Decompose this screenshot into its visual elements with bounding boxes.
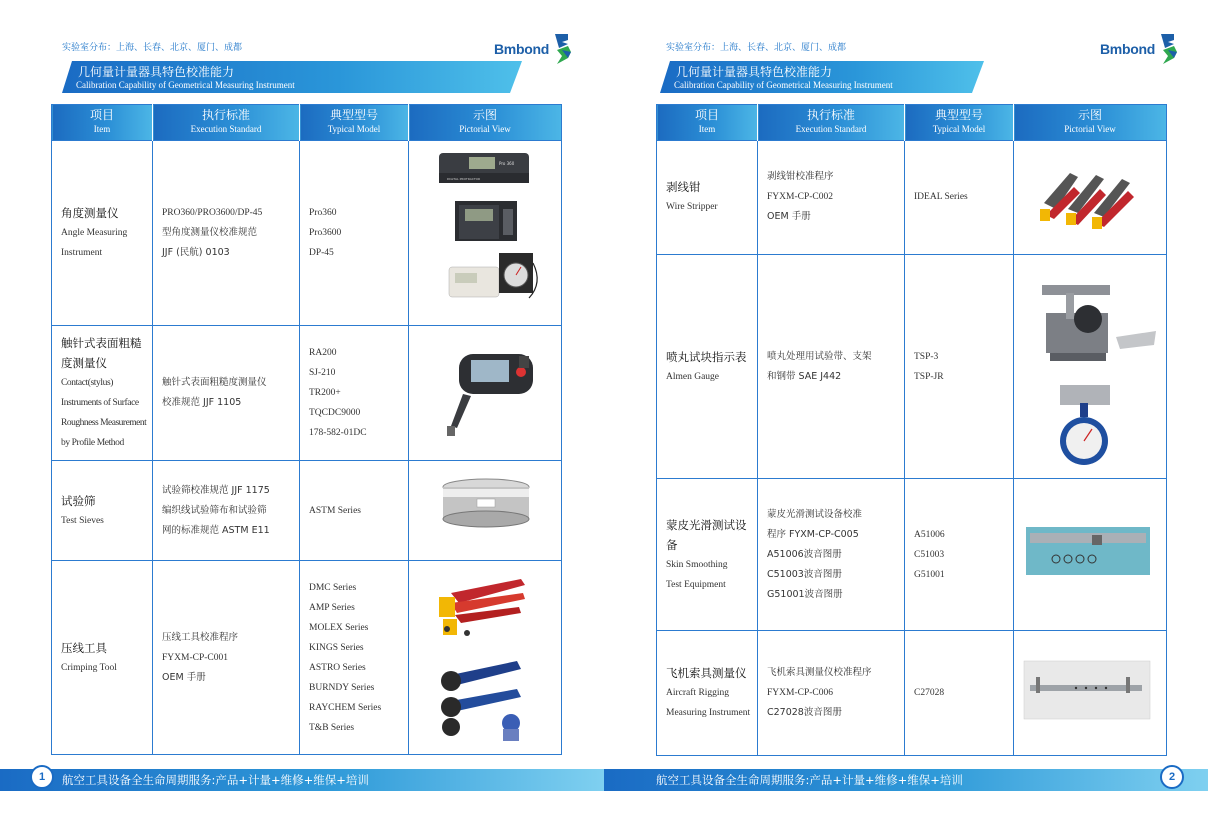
standard-cell: 压线工具校准程序 FYXM-CP-C001 OEM 手册 (153, 561, 300, 755)
table-header-row (657, 105, 1167, 141)
banner-title-zh: 几何量计量器具特色校准能力 (78, 65, 235, 79)
model-cell: TSP-3 TSP-JR (905, 255, 1014, 479)
item-cell: 喷丸试块指示表 Almen Gauge (657, 255, 758, 479)
banner-title-en: Calibration Capability of Geometrical Measuring Instrument (76, 80, 295, 90)
banner-title-en: Calibration Capability of Geometrical Measuring Instrument (674, 80, 893, 90)
picture-cell (1014, 479, 1167, 631)
calibration-table-left (51, 104, 562, 755)
picture-cell (1014, 255, 1167, 479)
almen-gauge-image (1016, 257, 1166, 477)
standard-cell: 喷丸处理用试验带、支架 和钢带 SAE J442 (758, 255, 905, 479)
item-cell: 角度测量仪 Angle Measuring Instrument (52, 141, 153, 326)
model-cell: A51006 C51003 G51001 (905, 479, 1014, 631)
angle-gauge-image (411, 143, 561, 323)
model-cell: C27028 (905, 631, 1014, 756)
footer-slogan: 航空工具设备全生命周期服务:产品+计量+维修+维保+培训 (656, 773, 963, 787)
model-cell: RA200 SJ-210 TR200+ TQCDC9000 178-582-01DC (300, 326, 409, 461)
crimping-tool-image (411, 563, 561, 753)
header-model: 典型型号 Typical Model (905, 105, 1014, 141)
item-cell: 压线工具 Crimping Tool (52, 561, 153, 755)
footer-bar (0, 769, 604, 791)
item-cell: 飞机索具测量仪 Aircraft Rigging Measuring Instrument (657, 631, 758, 756)
wire-stripper-image (1016, 143, 1166, 253)
model-cell: Pro360 Pro3600 DP-45 (300, 141, 409, 326)
footer-slogan: 航空工具设备全生命周期服务:产品+计量+维修+维保+培训 (62, 773, 369, 787)
standard-cell: 剥线钳校准程序 FYXM-CP-C002 OEM 手册 (758, 141, 905, 255)
standard-cell: 飞机索具测量仪校准程序 FYXM-CP-C006 C27028波音图册 (758, 631, 905, 756)
model-cell: ASTM Series (300, 461, 409, 561)
table-row (657, 141, 1167, 255)
brand-logo (1100, 32, 1179, 66)
banner-title-zh: 几何量计量器具特色校准能力 (676, 65, 833, 79)
item-cell: 剥线钳 Wire Stripper (657, 141, 758, 255)
picture-cell (409, 561, 562, 755)
table-row (52, 461, 562, 561)
standard-cell: PRO360/PRO3600/DP-45 型角度测量仪校准规范 JJF (民航) 0103 (153, 141, 300, 326)
header-picture: 示图 Pictorial View (1014, 105, 1167, 141)
item-cell: 蒙皮光滑测试设备 Skin Smoothing Test Equipment (657, 479, 758, 631)
item-cell: 试验筛 Test Sieves (52, 461, 153, 561)
test-sieve-image (411, 463, 561, 559)
header-picture: 示图 Pictorial View (409, 105, 562, 141)
right-page (604, 0, 1208, 826)
header-item: 项目 Item (52, 105, 153, 141)
logo-mark-icon (1159, 32, 1179, 66)
device-label: Pro 360 (499, 161, 515, 166)
table-row (52, 141, 562, 326)
table-row (52, 326, 562, 461)
table-row (657, 479, 1167, 631)
standard-cell: 蒙皮光滑测试设备校准 程序 FYXM-CP-C005 A51006波音图册 C51003波音图册 G51001波音图册 (758, 479, 905, 631)
picture-cell (409, 461, 562, 561)
skin-smoothing-image (1016, 481, 1166, 629)
header-standard: 执行标准 Execution Standard (758, 105, 905, 141)
left-page (0, 0, 604, 826)
logo-mark-icon (553, 32, 573, 66)
page-number: 1 (30, 765, 54, 789)
lab-locations: 实验室分布：上海、长春、北京、厦门、成都 (666, 43, 847, 53)
header-model: 典型型号 Typical Model (300, 105, 409, 141)
table-row (657, 255, 1167, 479)
picture-cell (409, 141, 562, 326)
logo-text: Bmbond (1100, 41, 1155, 57)
lab-locations: 实验室分布：上海、长春、北京、厦门、成都 (62, 43, 243, 53)
device-sublabel: DIGITAL PROTRACTOR (447, 177, 481, 181)
item-cell: 触针式表面粗糙 度测量仪 Contact(stylus) Instruments of Surface Roughness Measurement by Profile Method (52, 326, 153, 461)
standard-cell: 触针式表面粗糙度测量仪 校准规范 JJF 1105 (153, 326, 300, 461)
section-banner (62, 61, 522, 93)
picture-cell (1014, 631, 1167, 756)
footer-bar (604, 769, 1208, 791)
model-cell: DMC Series AMP Series MOLEX Series KINGS Series ASTRO Series BURNDY Series RAYCHEM Series T&B Series (300, 561, 409, 755)
calibration-table-right (656, 104, 1167, 756)
model-cell: IDEAL Series (905, 141, 1014, 255)
roughness-tester-image (411, 328, 561, 458)
logo-text: Bmbond (494, 41, 549, 57)
picture-cell (409, 326, 562, 461)
rigging-gauge-image (1016, 633, 1166, 753)
table-row (52, 561, 562, 755)
standard-cell: 试验筛校准规范 JJF 1175 编织线试验筛布和试验筛 网的标准规范 ASTM E11 (153, 461, 300, 561)
header-item: 项目 Item (657, 105, 758, 141)
table-header-row (52, 105, 562, 141)
section-banner (660, 61, 984, 93)
picture-cell (1014, 141, 1167, 255)
header-standard: 执行标准 Execution Standard (153, 105, 300, 141)
table-row (657, 631, 1167, 756)
page-number: 2 (1160, 765, 1184, 789)
